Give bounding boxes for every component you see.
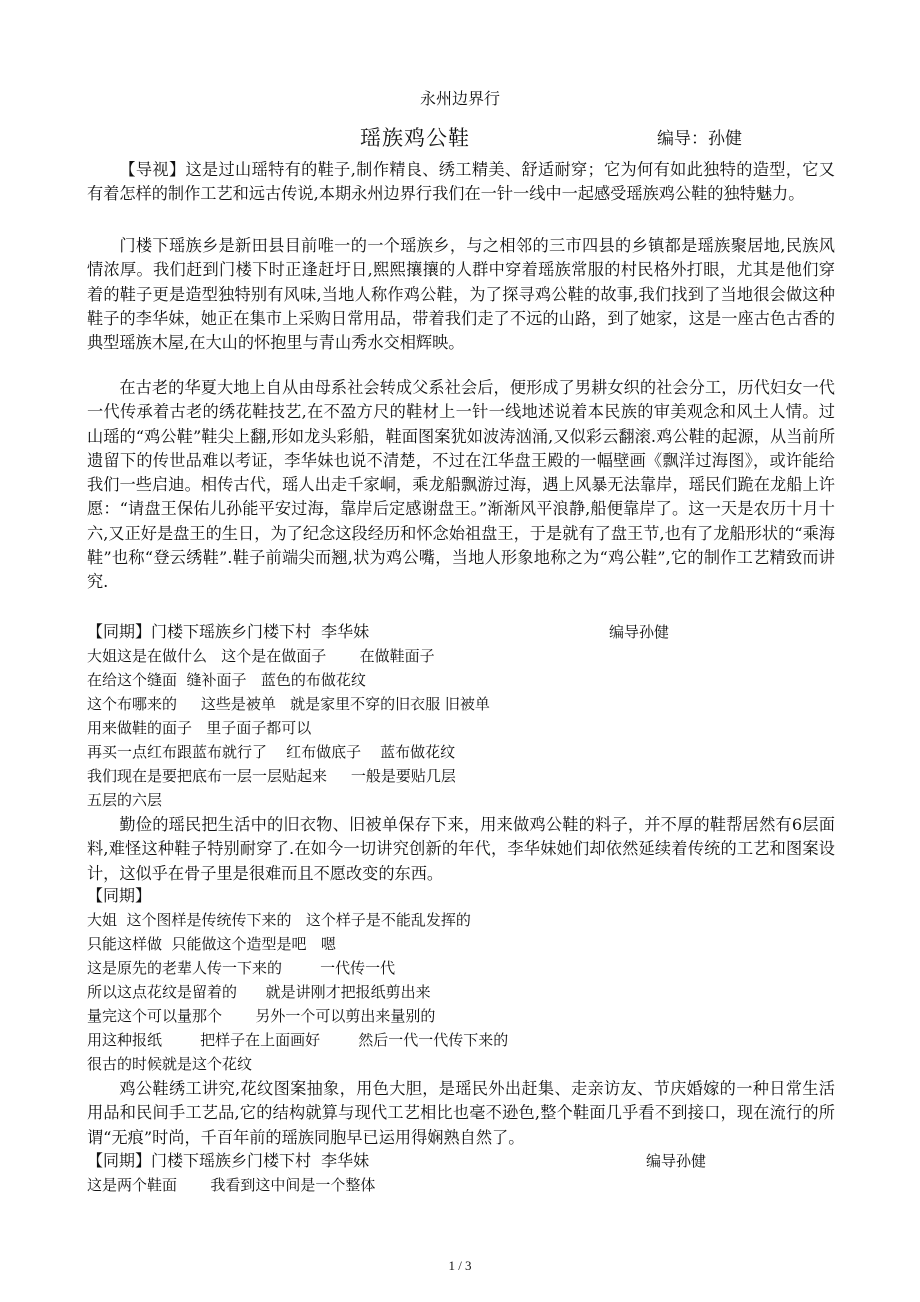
dialogue-line: 很古的时候就是这个花纹: [87, 1055, 253, 1073]
dialogue-line: 在给这个缝面 缝补面子 蓝色的布做花纹: [87, 671, 366, 689]
sync-director: 编导孙健: [609, 623, 670, 641]
dialogue-line: 所以这点花纹是留着的 就是讲刚才把报纸剪出来: [87, 983, 431, 1001]
sync-tag: 【同期】门楼下瑶族乡门楼下村 李华妹: [87, 1151, 370, 1170]
director-credit: 编导：孙健: [657, 129, 742, 149]
intro-paragraph: 【导视】这是过山瑶特有的鞋子,制作精良、绣工精美、舒适耐穿；它为何有如此独特的造型，它又有着怎样的制作工艺和远古传说,本期永州边界行我们在一针一线中一起感受瑶族鸡公鞋的独特魅力。: [87, 160, 835, 204]
sync-tag: 【同期】门楼下瑶族乡门楼下村 李华妹: [87, 622, 370, 641]
dialogue-line: 五层的六层: [87, 791, 163, 809]
body-paragraph: 门楼下瑶族乡是新田县目前唯一的一个瑶族乡，与之相邻的三市四县的乡镇都是瑶族聚居地,民族风情浓厚。我们赶到门楼下时正逢赶圩日,熙熙攘攘的人群中穿着瑶族常服的村民格外打眼，尤其是他们穿着的鞋子更是造型独特别有风味,当地人称作鸡公鞋，为了探寻鸡公鞋的故事,我们找到了当地很会做这种鞋子的李华妹，她正在集市上采购日常用品，带着我们走了不远的山路，到了她家，这是一座古色古香的典型瑶族木屋,在大山的怀抱里与青山秀水交相辉映。: [87, 236, 835, 353]
dialogue-line: 大姐这是在做什么 这个是在做面子 在做鞋面子: [87, 647, 435, 665]
dialogue-line: 只能这样做 只能做这个造型是吧 嗯: [87, 935, 336, 953]
series-name: 永州边界行: [419, 89, 500, 108]
sync-director: 编导孙健: [646, 1152, 707, 1170]
dialogue-line: 这个布哪来的 这些是被单 就是家里不穿的旧衣服 旧被单: [87, 695, 490, 713]
dialogue-line: 用来做鞋的面子 里子面子都可以: [87, 719, 312, 737]
document-title: 瑶族鸡公鞋: [360, 126, 470, 150]
dialogue-line: 我们现在是要把底布一层一层贴起来 一般是要贴几层: [87, 767, 456, 785]
body-paragraph: 勤俭的瑶民把生活中的旧衣物、旧被单保存下来，用来做鸡公鞋的料子，并不厚的鞋帮居然有6层面料,难怪这种鞋子特别耐穿了.在如今一切讲究创新的年代，李华妹她们却依然延续着传统的工艺和图案设计，这似乎在骨子里是很难而且不愿改变的东西。: [87, 815, 835, 883]
sync-tag: 【同期】: [87, 886, 152, 905]
body-paragraph: 鸡公鞋绣工讲究,花纹图案抽象，用色大胆，是瑶民外出赶集、走亲访友、节庆婚嫁的一种日常生活用品和民间手工艺品,它的结构就算与现代工艺相比也毫不逊色,整个鞋面几乎看不到接口，现在流行的所谓“无痕”时尚，千百年前的瑶族同胞早已运用得娴熟自然了。: [87, 1079, 835, 1147]
page-number: 1 / 3: [448, 1258, 472, 1273]
dialogue-line: 再买一点红布跟蓝布就行了 红布做底子 蓝布做花纹: [87, 743, 456, 761]
dialogue-line: 用这种报纸 把样子在上面画好 然后一代一代传下来的: [87, 1031, 509, 1049]
dialogue-line: 大姐 这个图样是传统传下来的 这个样子是不能乱发挥的: [87, 911, 471, 929]
dialogue-line: 这是两个鞋面 我看到这中间是一个整体: [87, 1176, 376, 1194]
dialogue-line: 这是原先的老辈人传一下来的 一代传一代: [87, 959, 396, 977]
body-paragraph: 在古老的华夏大地上自从由母系社会转成父系社会后，便形成了男耕女织的社会分工，历代妇女一代一代传承着古老的绣花鞋技艺,在不盈方尺的鞋材上一针一线地述说着本民族的审美观念和风土人情。过山瑶的“鸡公鞋”鞋尖上翻,形如龙头彩船，鞋面图案犹如波涛汹涌,又似彩云翻滚.鸡公鞋的起源，从当前所遗留下的传世品难以考证，李华妹也说不清楚，不过在江华盘王殿的一幅壁画《飘洋过海图》，或许能给我们一些启迪。相传古代，瑶人出走千家峒，乘龙船飘游过海，遇上风暴无法靠岸，瑶民们跪在龙船上许愿：“请盘王保佑儿孙能平安过海，靠岸后定感谢盘王。”渐渐风平浪静,船便靠岸了。这一天是农历十月十六,又正好是盘王的生日，为了纪念这段经历和怀念始祖盘王，于是就有了盘王节,也有了龙船形状的“乘海鞋”也称“登云绣鞋”.鞋子前端尖而翘,状为鸡公嘴，当地人形象地称之为“鸡公鞋”,它的制作工艺精致而讲究.: [87, 378, 835, 592]
dialogue-line: 量完这个可以量那个 另外一个可以剪出来量别的: [87, 1007, 436, 1025]
title-row: [0, 124, 920, 152]
